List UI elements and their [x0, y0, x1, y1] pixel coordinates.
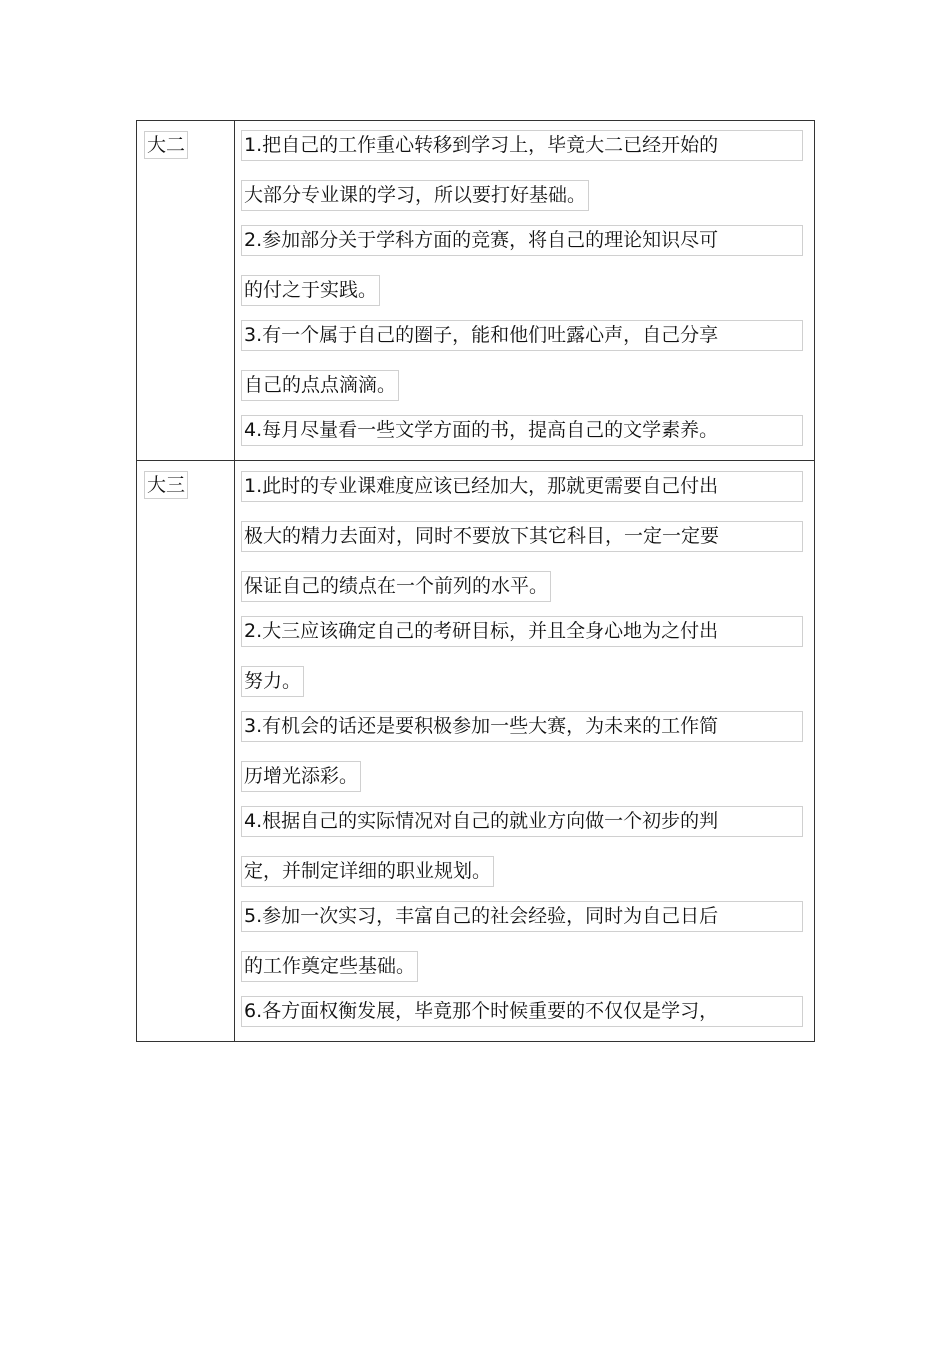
plan-item — [241, 901, 808, 980]
plan-item-text: 6.各方面权衡发展，毕竟那个时候重要的不仅仅是学习， — [241, 996, 803, 1027]
plan-items-cell — [235, 121, 815, 461]
year-label: 大二 — [144, 131, 188, 159]
plan-item — [241, 806, 808, 885]
plan-item-line — [241, 711, 808, 740]
plan-item-line — [241, 571, 808, 600]
year-label: 大三 — [144, 471, 188, 499]
plan-item-line — [241, 616, 808, 645]
plan-item-text: 5.参加一次实习，丰富自己的社会经验，同时为自己日后 — [241, 901, 803, 932]
plan-item-line — [241, 666, 808, 695]
plan-item-text: 的工作奠定些基础。 — [241, 951, 418, 982]
plan-item-text: 保证自己的绩点在一个前列的水平。 — [241, 571, 551, 602]
plan-item-text: 1.此时的专业课难度应该已经加大，那就更需要自己付出 — [241, 471, 803, 502]
plan-item — [241, 711, 808, 790]
plan-item-line — [241, 761, 808, 790]
plan-item-line — [241, 370, 808, 399]
plan-table-body — [137, 121, 815, 1042]
plan-item-line — [241, 130, 808, 159]
plan-item-text: 1.把自己的工作重心转移到学习上，毕竟大二已经开始的 — [241, 130, 803, 161]
plan-item-text: 定，并制定详细的职业规划。 — [241, 856, 494, 887]
plan-item — [241, 225, 808, 304]
plan-item-line — [241, 471, 808, 500]
plan-item-line — [241, 521, 808, 550]
plan-item-line — [241, 856, 808, 885]
plan-item-text: 2.大三应该确定自己的考研目标，并且全身心地为之付出 — [241, 616, 803, 647]
plan-item — [241, 130, 808, 209]
plan-item — [241, 320, 808, 399]
plan-item-line — [241, 320, 808, 349]
plan-item-text: 极大的精力去面对，同时不要放下其它科目，一定一定要 — [241, 521, 803, 552]
plan-item — [241, 616, 808, 695]
table-row — [137, 121, 815, 461]
plan-item-line — [241, 901, 808, 930]
plan-item-line — [241, 225, 808, 254]
plan-item-line — [241, 275, 808, 304]
plan-item — [241, 471, 808, 600]
year-cell — [137, 461, 235, 1042]
table-row — [137, 461, 815, 1042]
plan-item-text: 2.参加部分关于学科方面的竞赛，将自己的理论知识尽可 — [241, 225, 803, 256]
plan-item-line — [241, 180, 808, 209]
plan-item-text: 历增光添彩。 — [241, 761, 361, 792]
plan-table — [136, 120, 815, 1042]
plan-item — [241, 415, 808, 444]
plan-item-text: 大部分专业课的学习，所以要打好基础。 — [241, 180, 589, 211]
plan-item — [241, 996, 808, 1025]
plan-item-text: 4.根据自己的实际情况对自己的就业方向做一个初步的判 — [241, 806, 803, 837]
plan-item-text: 努力。 — [241, 666, 304, 697]
plan-items-cell — [235, 461, 815, 1042]
plan-item-line — [241, 996, 808, 1025]
plan-item-line — [241, 951, 808, 980]
plan-item-line — [241, 806, 808, 835]
plan-item-line — [241, 415, 808, 444]
plan-item-text: 3.有一个属于自己的圈子，能和他们吐露心声，自己分享 — [241, 320, 803, 351]
plan-item-text: 自己的点点滴滴。 — [241, 370, 399, 401]
year-cell — [137, 121, 235, 461]
plan-item-text: 3.有机会的话还是要积极参加一些大赛，为未来的工作简 — [241, 711, 803, 742]
plan-item-text: 4.每月尽量看一些文学方面的书，提高自己的文学素养。 — [241, 415, 803, 446]
plan-item-text: 的付之于实践。 — [241, 275, 380, 306]
